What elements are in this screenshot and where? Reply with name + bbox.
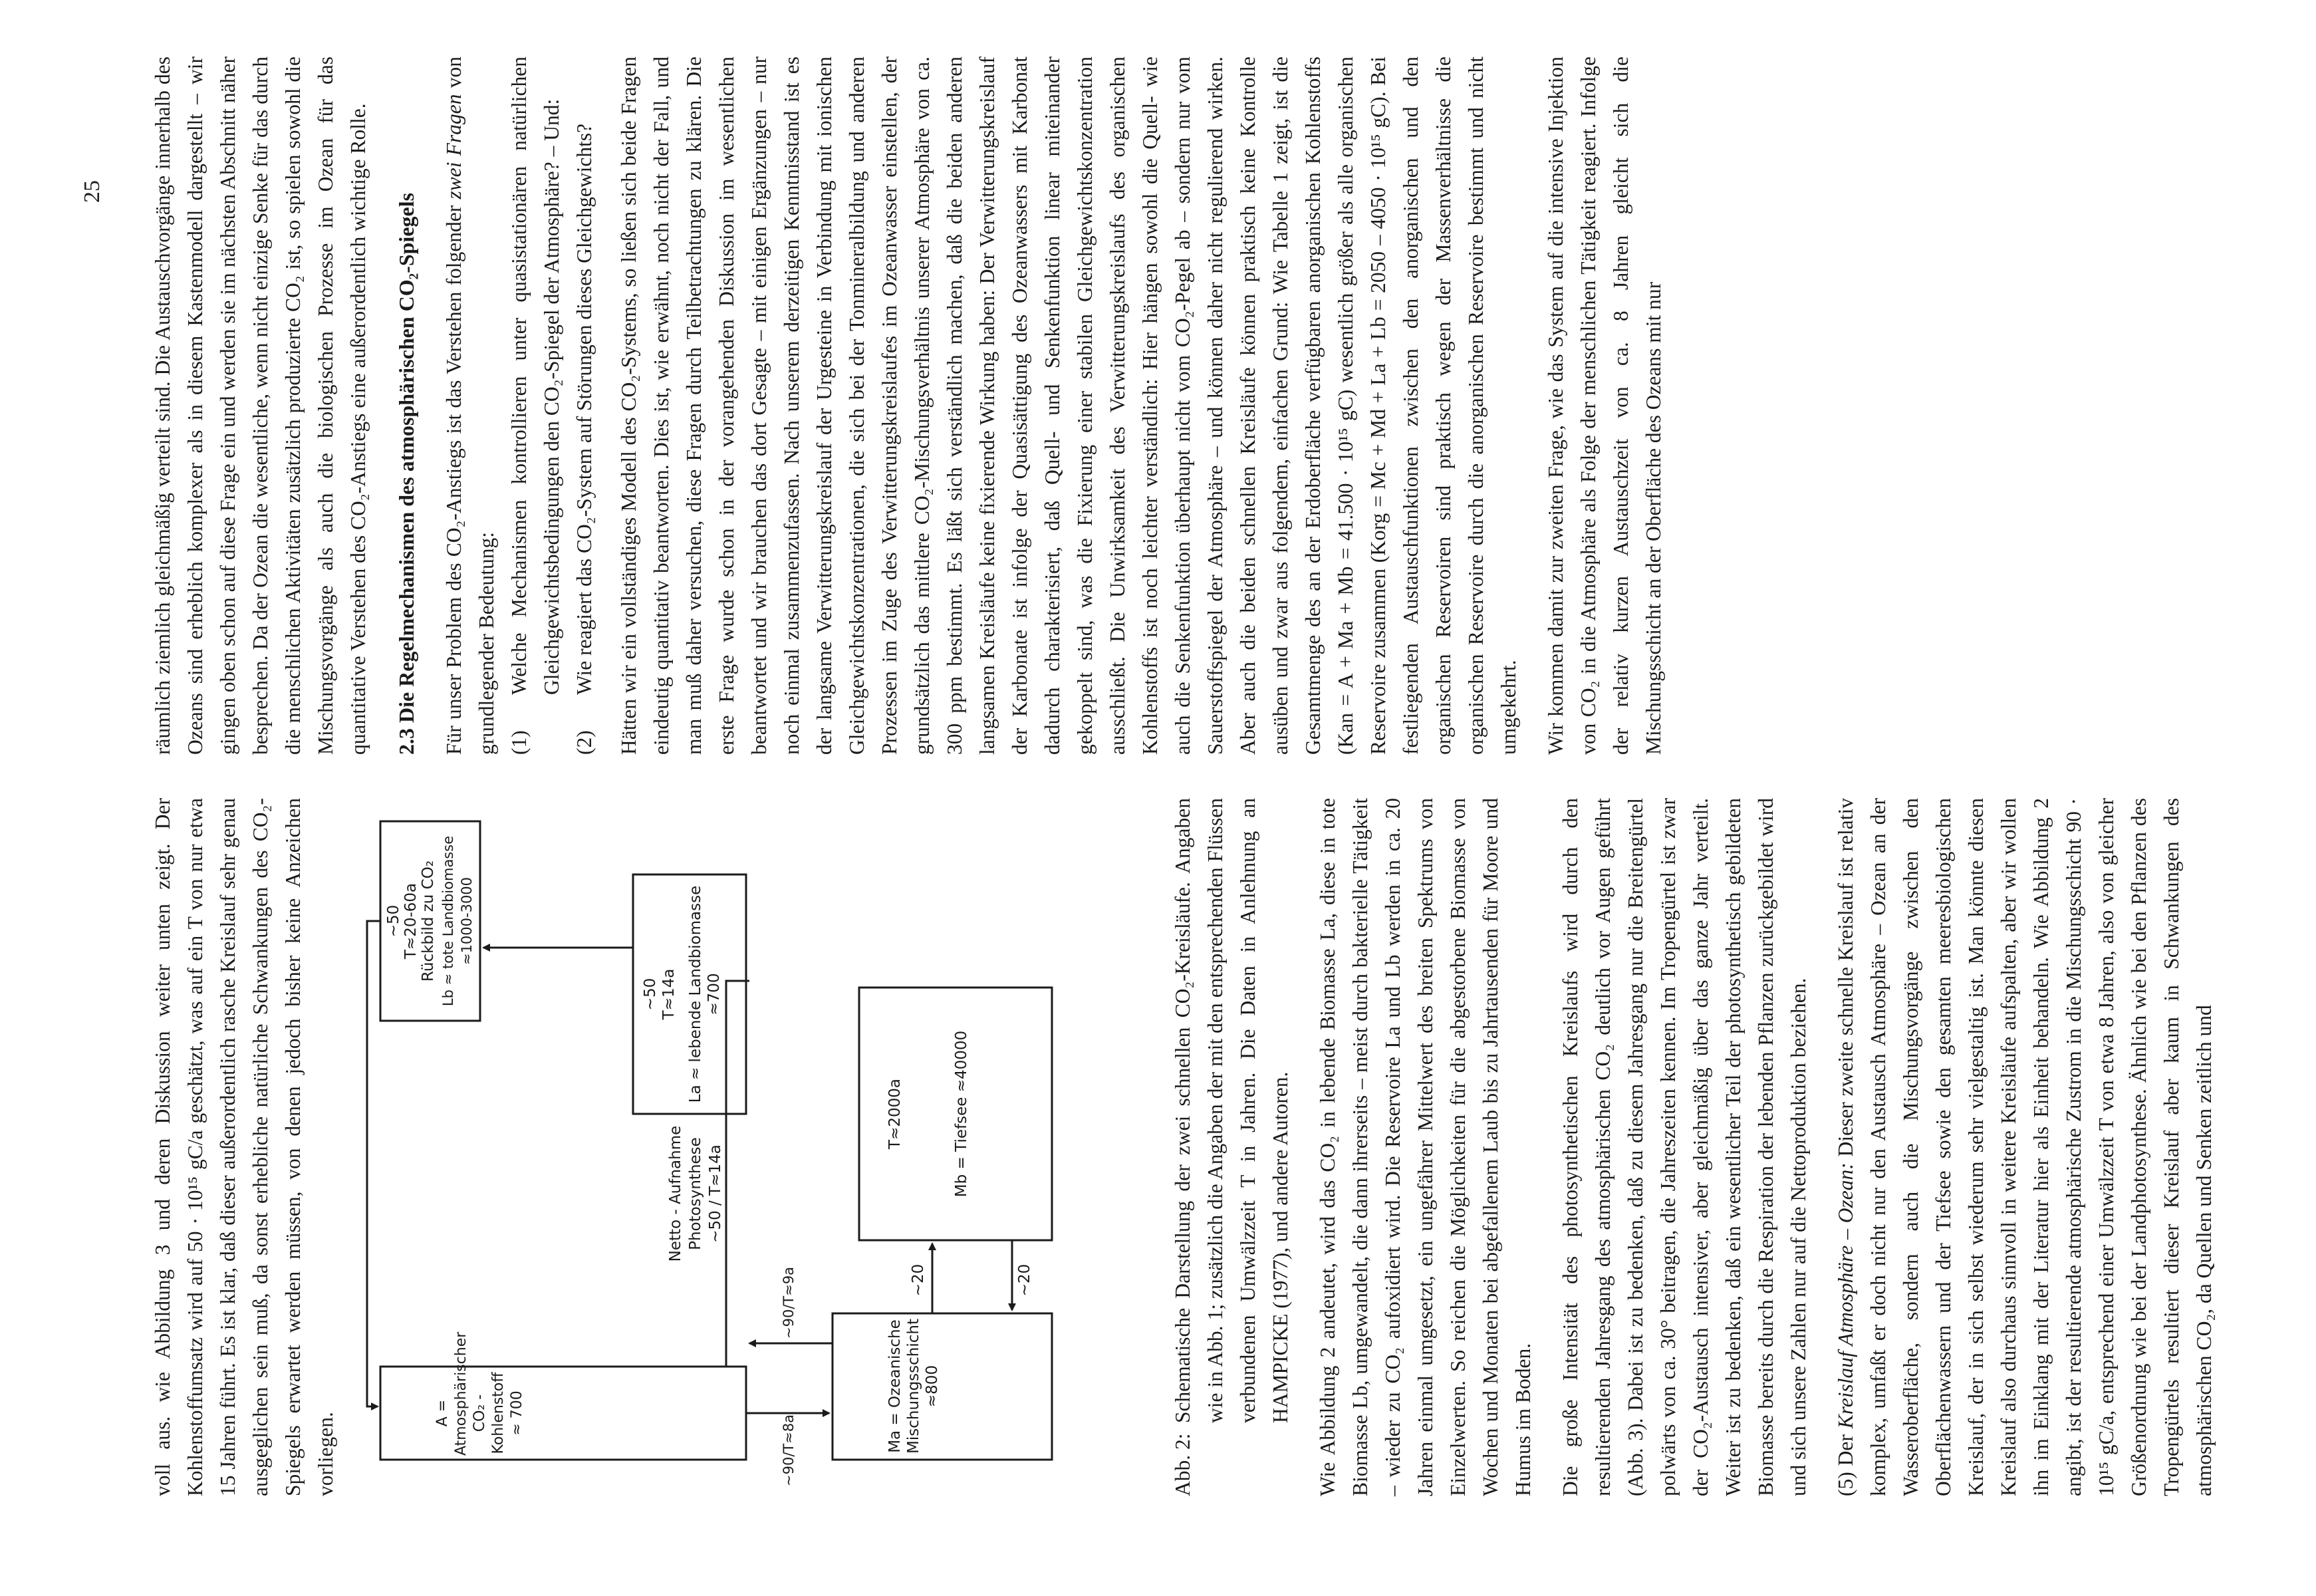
left-column xyxy=(146,798,2220,1496)
section-heading: 2.3 Die Regelmechanismen des atmosphärischen CO₂-Spiegels xyxy=(394,192,418,755)
box-lb-flux-label: ~50 xyxy=(385,904,402,938)
questions-intro-suffix: von grundlegender Bedeutung: xyxy=(442,57,498,755)
questions-intro-prefix: Für unser Problem des CO₂-Anstiegs ist das Verstehen folgender xyxy=(442,199,465,755)
mixing-paragraph: räumlich ziemlich gleichmäßig verteilt sind. Die Austauschvorgänge innerhalb des Ozeans sind erheblich komplexer als in diesem Kastenmodell dargestellt – wir gingen oben schon auf diese Frage ein und werden sie im nächsten Abschnitt näher besprechen. Da der Ozean die wesentliche, wenn nicht einzige Senke für das durch die menschlichen Aktivitäten zusätzlich produzierte CO₂ ist, so spielen sowohl die Mischungsvorgänge als auch die biologischen Prozesse im Ozean für das quantitative Verstehen des CO₂-Anstiegs eine außerordentlich wichtige Rolle. xyxy=(151,57,370,755)
box-dead-biomass-label: Lb ≈ tote Landbiomasse ≈1000-3000 xyxy=(440,835,475,1007)
photosynthese-label: Photosynthese xyxy=(687,1137,704,1250)
box-lb-back-label: Rückbild zu CO₂ xyxy=(420,860,437,982)
photo-flux-label: ~50 / T≈14a xyxy=(707,1144,724,1243)
carbon-cycle-diagram xyxy=(354,815,1152,1486)
flux-ocean-deep-label: ~20 xyxy=(910,1264,927,1297)
intro-paragraph: voll aus. wie Abbildung 3 und deren Diskussion weiter unten zeigt. Der Kohlenstoffumsatz wird auf 50 · 10¹⁵ gC/a geschätzt, was auf ein T von nur etwa 15 Jahren führt. Es ist klar, daß dieser außerordentlich rasche Kreislauf sehr genau ausgeglichen sein muß, da sonst erhebliche natürliche Schwankungen des CO₂-Spiegels erwartet werden müssen, von denen jedoch bisher keine Anzeichen vorliegen. xyxy=(151,798,337,1496)
flux-atm-ocean-label: ~90/T≈8a xyxy=(781,1414,797,1486)
flux-ocean-atm-label: ~90/T≈9a xyxy=(781,1266,797,1339)
ocean-cycle-title: Kreislauf Atmosphäre – Ozean: xyxy=(1834,1162,1857,1429)
questions-intro xyxy=(438,57,503,755)
second-question-paragraph: Wir kommen damit zur zweiten Frage, wie das System auf die intensive Injektion von CO₂ in die Atmosphäre als Folge der menschlichen Tätigkeit reagiert. Infolge der relativ kurzen Austauschzeit von ca. 8 Jahren gleicht sich die Mischungsschicht an der Oberfläche des Ozeans mit nur xyxy=(1544,57,1665,755)
box-la-t-label: T≈14a xyxy=(660,968,678,1020)
page-number: 25 xyxy=(80,180,104,203)
box-deep-sea-label: Mb = Tiefsee ≈40000 xyxy=(953,1030,970,1198)
ocean-cycle-paragraph xyxy=(1829,798,2220,1496)
figure-caption xyxy=(1166,798,1297,1496)
box-la-flux-label: ~50 xyxy=(642,978,659,1011)
ocean-cycle-text: Dieser zweite schnelle Kreislauf ist relativ komplex, umfaßt er doch nicht nur den Austausch Atmosphäre – Ozean an der Wasseroberfläche, sondern auch die Mischungsvorgänge zwischen den Oberflächenwassern und der Tiefsee sowie den gesamten meeresbiologischen Kreislauf, der in sich selbst wiederum sehr vielgestaltig ist. Man könnte diesen Kreislauf also durchaus sinnvoll in weitere Kreisläufe aufspalten, aber wir wollen ihn im Einklang mit der Literatur hier als Einheit behandeln. Wie Abbildung 2 angibt, ist der resultierende atmosphärische Zustrom in die Mischungsschicht 90 · 10¹⁵ gC/a, entsprechend einer Umwälzzeit T von etwa 8 Jahren, also von gleicher Größenordnung wie bei der Landphotosynthese. Ähnlich wie bei den Pflanzen des Tropengürtels resultiert dieser Kreislauf aber kaum in Schwankungen des atmosphärischen CO₂, da Quellen und Senken zeitlich und xyxy=(1834,798,2216,1496)
ocean-cycle-prefix: (5) Der xyxy=(1834,1428,1857,1496)
flux-deep-t-label: T≈2000a xyxy=(886,1079,904,1149)
intensity-paragraph: Die große Intensität des photosynthetischen Kreislaufs wird durch den resultierenden Jahresgang des atmosphärischen CO₂ deutlich vor Augen geführt (Abb. 3). Dabei ist zu bedenken, daß zu diesem Jahresgang nur die Breitengürtel polwärts von ca. 30° beitragen, die Jahreszeiten kennen. Im Tropengürtel ist zwar der CO₂-Austausch intensiver, aber gleichmäßig über das ganze Jahr verteilt. Weiter ist zu bedenken, daß ein wesentlicher Teil der photosynthetisch gebildeten Biomasse bereits durch die Respiration der lebenden Pflanzen zurückgebildet wird und sich unsere Zahlen nur auf die Nettoproduktion beziehen. xyxy=(1559,798,1810,1496)
box-mixed-layer-label: Ma = Ozeanische Mischungsschicht ≈800 xyxy=(886,1319,941,1454)
question-text: Welche Mechanismen kontrollieren unter quasistationären natürlichen Gleichgewichtsbedingungen den CO₂-Spiegel der Atmosphäre? – Und: xyxy=(507,57,563,695)
box-lb-t-label: T≈20-60a xyxy=(402,882,420,960)
questions-intro-emphasis: zwei Fragen xyxy=(442,94,465,200)
figure-caption-text: Schematische Darstellung der zwei schnellen CO₂-Kreisläufe. Angaben wie in Abb. 1; zusätzlich die Angaben der mit den entsprechenden Flüssen verbundenen Umwälzzeit T in Jahren. Die Daten in Anlehnung an HAMPICKE (1977), und andere Autoren. xyxy=(1171,798,1292,1423)
flux-deep-label: ~20 xyxy=(1016,1264,1033,1297)
question-list xyxy=(503,57,600,755)
box-mixed-layer xyxy=(833,1313,1052,1460)
netto-label: Netto - Aufnahme xyxy=(667,1125,684,1262)
question-number: (1) xyxy=(507,730,531,755)
biomass-paragraph: Wie Abbildung 2 andeutet, wird das CO₂ in lebende Biomasse La, diese in tote Biomasse Lb, umgewandelt, die dann ihrerseits – meist durch bakterielle Tätigkeit – wieder zu CO₂ aufoxidiert wird. Die Reservoire La und Lb werden in ca. 20 Jahren einmal umgesetzt, ein ungefährer Mittelwert des breiten Spektrums von Einzelwerten. So reichen die Möglichkeiten für die abgestorbene Biomasse von Wochen und Monaten bei abgefallenem Laub bis zu Jahrtausenden für Moore und Humus im Boden. xyxy=(1316,798,1535,1496)
figure-caption-label: Abb. 2: xyxy=(1171,1433,1194,1496)
question-text: Wie reagiert das CO₂-System auf Störungen dieses Gleichgewichts? xyxy=(573,123,596,695)
question-number: (2) xyxy=(573,730,596,755)
model-paragraph: Hätten wir ein vollständiges Modell des CO₂-Systems, so ließen sich beide Fragen eindeutig quantitativ beantworten. Dies ist, wie erwähnt, noch nicht der Fall, und man muß daher versuchen, diese Fragen durch Teilbetrachtungen zu klären. Die erste Frage wurde schon in der vorangehenden Diskussion im wesentlichen beantwortet und wir brauchen das dort Gesagte – mit einigen Ergänzungen – nur noch einmal zusammenzufassen. Nach unserem derzeitigen Kenntnisstand ist es der langsame Verwitterungskreislauf der Urgesteine in Verbindung mit ionischen Gleichgewichtskonzentrationen, die sich bei der Tonmineralbildung und anderen Prozessen im Zuge des Verwitterungskreislaufes im Ozeanwasser einstellen, der grundsätzlich das mittlere CO₂-Mischungsverhältnis unserer Atmosphäre von ca. 300 ppm bestimmt. Es läßt sich verständlich machen, daß die beiden anderen langsamen Kreisläufe keine fixierende Wirkung haben: Der Verwitterungskreislauf der Karbonate ist infolge der Quasisättigung des Ozeanwassers mit Karbonat dadurch charakterisiert, daß Quell- und Senkenfunktion linear miteinander gekoppelt sind, was die Fixierung einer stabilen Gleichgewichtskonzentration ausschließt. Die Unwirksamkeit des Verwitterungskreislaufs des organischen Kohlenstoffs ist noch leichter verständlich: Hier hängen sowohl die Quell- wie auch die Senkenfunktion überhaupt nicht vom CO₂-Pegel ab – sondern nur vom Sauerstoffspiegel der Atmosphäre – und können daher nicht regulierend wirken. Aber auch die beiden schnellen Kreisläufe können praktisch keine Kontrolle ausüben und zwar aus folgendem, einfachen Grund: Wie Tabelle 1 zeigt, ist die Gesamtmenge des an der Erdoberfläche verfügbaren anorganischen Kohlenstoffs (Kan = A + Ma + Mb = 41.500 · 10¹⁵ gC) wesentlich größer als alle organischen Reservoire zusammen (Korg = Mc + Md + La + Lb = 2050 – 4050 · 10¹⁵ gC). Bei festliegenden Austauschfunktionen zwischen den anorganischen und den organischen Reservoiren sind praktisch wegen der Massenverhältnisse die organischen Reservoire durch die anorganischen Reservoire bestimmt und nicht umgekehrt. xyxy=(617,57,1520,755)
box-atmosphere-label: A = Atmosphärischer CO₂ - Kohlenstoff ≈ 700 xyxy=(434,1331,525,1456)
right-column xyxy=(146,57,1670,755)
question-item xyxy=(568,57,600,755)
box-living-biomass-label: La ≈ lebende Landbiomasse ≈700 xyxy=(687,885,723,1103)
question-item xyxy=(503,57,568,755)
arrow-lb-atm xyxy=(367,921,380,1406)
